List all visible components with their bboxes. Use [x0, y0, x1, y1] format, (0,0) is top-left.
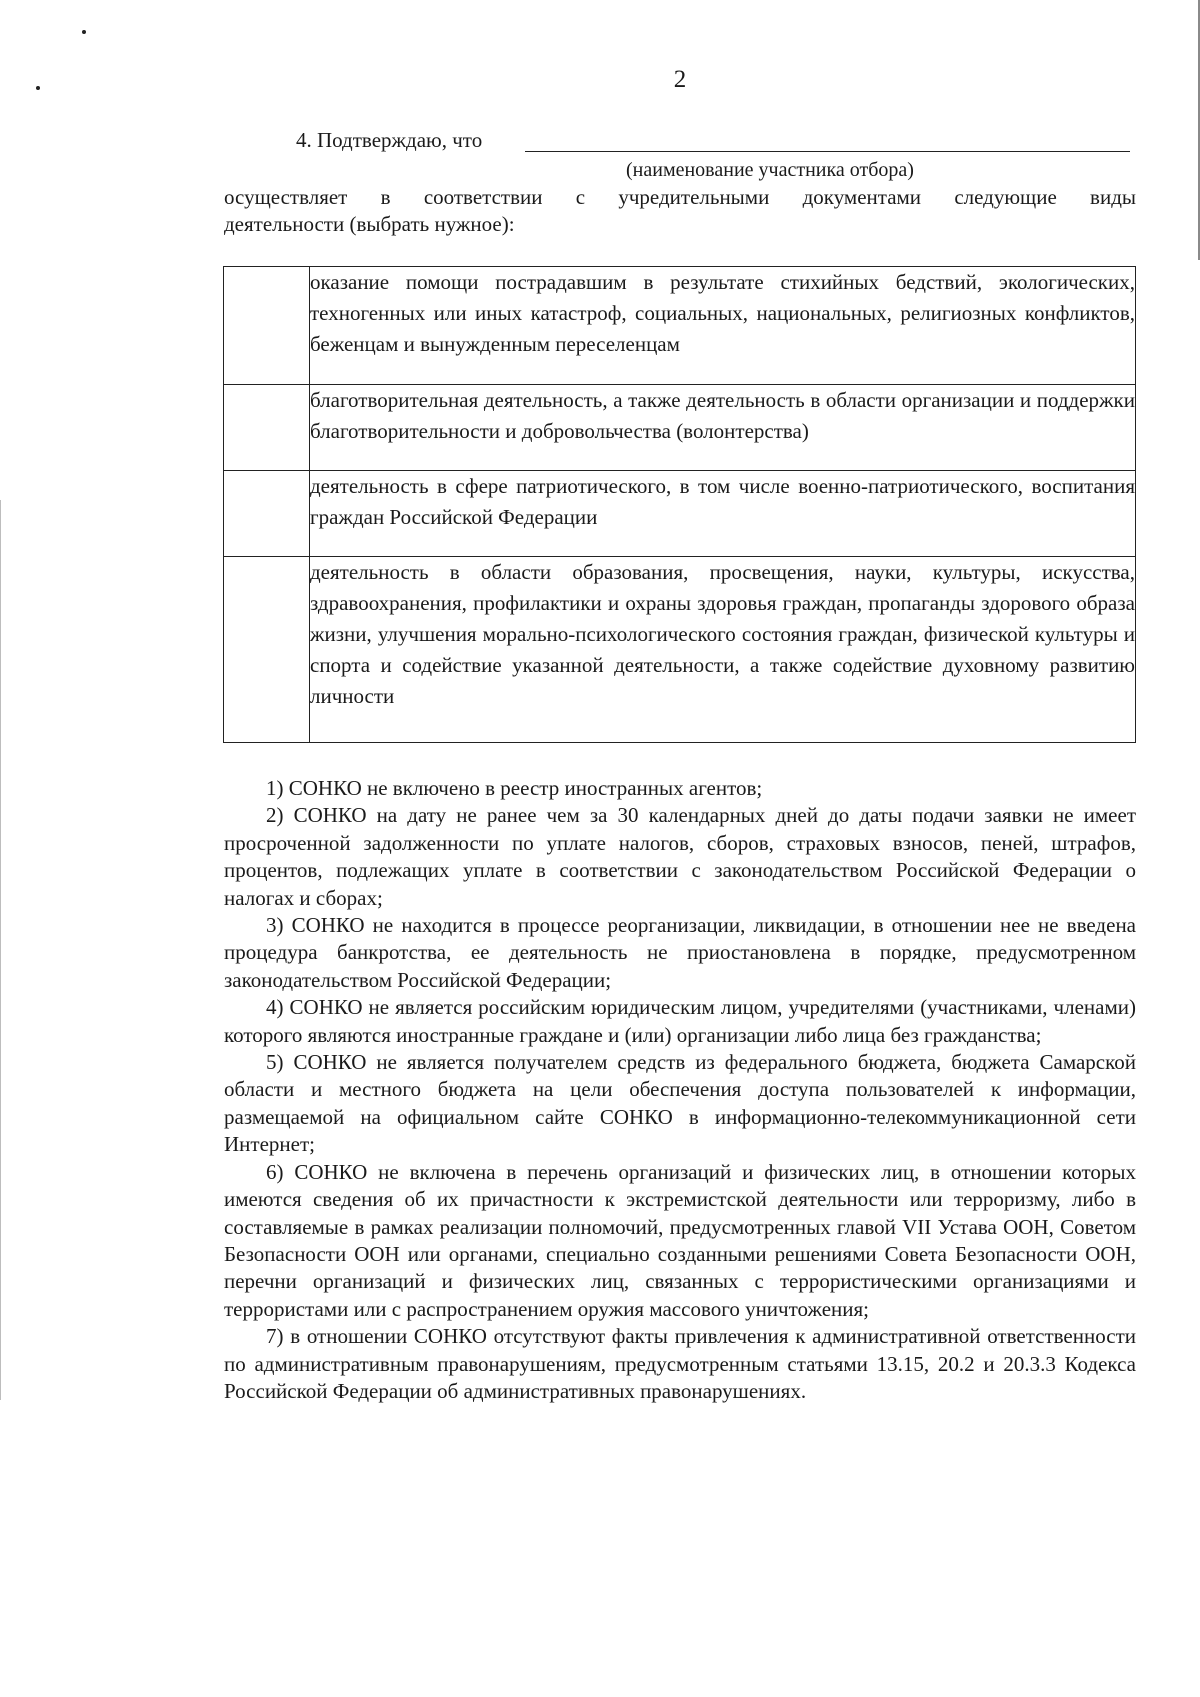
page-number: 2	[673, 66, 687, 93]
condition-item: 4) СОНКО не является российским юридическим лицом, учредителями (участниками, членами) которого являются иностранные граждане и (или) организации либо лица без гражданства;	[224, 995, 1136, 1047]
condition-item: 2) СОНКО на дату не ранее чем за 30 календарных дней до даты подачи заявки не имеет просроченной задолженности по уплате налогов, сборов, страховых взносов, пеней, штрафов, процентов, подлежащих уплате в соответствии с законодательством Российской Федерации о налогах и сборах;	[224, 803, 1136, 910]
activity-text: благотворительная деятельность, а также деятельность в области организации и поддержки благотворительности и добровольчества (волонтерства)	[310, 385, 1136, 471]
condition-item: 3) СОНКО не находится в процессе реорганизации, ликвидации, в отношении нее не введена процедура банкротства, ее деятельность не приостановлена в порядке, предусмотренном законодательством Российской Федерации;	[224, 913, 1136, 992]
activity-text: деятельность в области образования, просвещения, науки, культуры, искусства, здравоохранения, профилактики и охраны здоровья граждан, пропаганды здорового образа жизни, улучшения морально-психологического состояния граждан, физической культуры и спорта и содействие указанной деятельности, а также содействие духовному развитию личности	[310, 557, 1136, 743]
activity-checkbox-cell[interactable]	[224, 471, 310, 557]
table-row	[224, 267, 1136, 385]
participant-name-blank[interactable]	[525, 151, 1130, 152]
activity-checkbox-cell[interactable]	[224, 267, 310, 385]
condition-item: 6) СОНКО не включена в перечень организаций и физических лиц, в отношении которых имеются сведения об их причастности к экстремистской деятельности или терроризму, либо в составляемые в рамках реализации полномочий, предусмотренных главой VII Устава ООН, Советом Безопасности ООН или органами, специально созданными решениями Совета Безопасности ООН, перечни организаций и физических лиц, связанных с террористическими организациями и террористами или с распространением оружия массового уничтожения;	[224, 1159, 1136, 1321]
table-row	[224, 385, 1136, 471]
blank-caption: (наименование участника отбора)	[626, 159, 914, 181]
statement-continuation: осуществляет в соответствии с учредительными документами следующие виды	[224, 185, 1136, 209]
condition-item: 5) СОНКО не является получателем средств из федерального бюджета, бюджета Самарской области и местного бюджета на цели обеспечения доступа пользователей к информации, размещаемой на официальном сайте СОНКО в информационно-телекоммуникационной сети Интернет;	[224, 1050, 1136, 1157]
scan-speck	[82, 30, 86, 34]
condition-item: 7) в отношении СОНКО отсутствуют факты привлечения к административной ответственности по административным правонарушениям, предусмотренным статьями 13.15, 20.2 и 20.3.3 Кодекса Российской Федерации об административных правонарушениях.	[224, 1324, 1136, 1403]
condition-item: 1) СОНКО не включено в реестр иностранных агентов;	[266, 776, 763, 800]
scan-edge	[0, 500, 1, 1400]
statement-start: 4. Подтверждаю, что	[296, 128, 483, 152]
table-row	[224, 471, 1136, 557]
activity-checkbox-cell[interactable]	[224, 557, 310, 743]
activities-table	[223, 266, 1136, 743]
conditions-list	[224, 775, 1136, 1405]
activity-text: деятельность в сфере патриотического, в том числе военно-патриотического, воспитания граждан Российской Федерации	[310, 471, 1136, 557]
statement-continuation-2: деятельности (выбрать нужное):	[224, 212, 515, 236]
activity-checkbox-cell[interactable]	[224, 385, 310, 471]
table-row	[224, 557, 1136, 743]
activity-text: оказание помощи пострадавшим в результате стихийных бедствий, экологических, техногенных или иных катастроф, социальных, национальных, религиозных конфликтов, беженцам и вынужденным переселенцам	[310, 267, 1136, 385]
